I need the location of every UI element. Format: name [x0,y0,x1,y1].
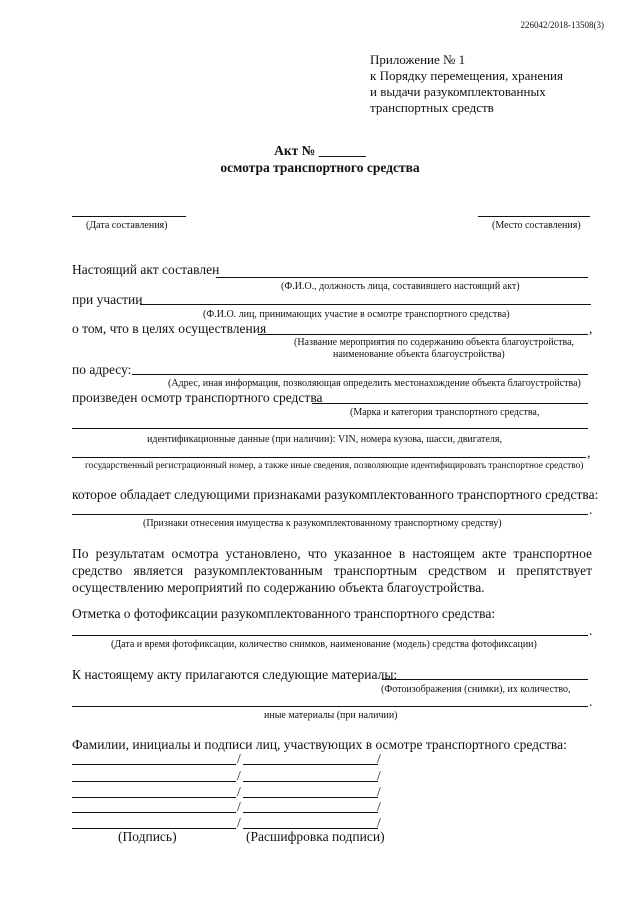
signature-separator: / [237,768,241,783]
address-line [132,374,588,375]
inspection-label: произведен осмотр транспортного средства [72,390,323,405]
signature-separator: / [237,815,241,830]
signature-line [72,781,236,782]
participants-line [140,304,591,305]
vehicle-line-3 [72,457,586,458]
compiled-by-line [216,277,588,278]
participants-caption: (Ф.И.О. лиц, принимающих участие в осмотре транспортного средства) [203,309,510,320]
address-caption: (Адрес, иная информация, позволяющая определить местонахождение объекта благоустройства) [168,378,581,389]
document-page: 226042/2018-13508(3) Приложение № 1 к Порядку перемещения, хранения и выдачи разукомплектованных транспортных средств Акт № _______ осмотра транспортного средства (Дата составления) (Место составления) Настоящий акт составлен (Ф.И.О., должность лица, составившего настоящий акт) при участии (Ф.И.О. лиц, принимающих участие в осмотре транспортного средства) о том, что в целях осуществления , (Название мероприятия по содержанию объекта благоустройства, наименование объекта благоустройства) по адресу: (Адрес, иная информация, позволяющая определить местонахождение объекта благоустройства) произведен осмотр транспортного средства (Марка и категория транспортного средства, идентификационные данные (при наличии): VIN, номера кузова, шасси, двигателя, , государственный регистрационный номер, а также иные сведения, позволяющие идентифицировать транспортное средство) которое обладает следующими признаками разукомплектованного транспортного средства: . (Признаки отнесения имущества к разукомплектованному транспортному средству) По результатам осмотра установлено, что указанное в настоящем акте транспортное средство является разукомплектованным транспортным средством и препятствует осуществлению мероприятий по содержанию объекта благоустройства. Отметка о фотофиксации разукомплектованного транспортного средства: . (Дата и время фотофиксации, количество снимков, наименование (модель) средства фотофиксации) К настоящему акту прилагаются следующие материалы: (Фотоизображения (снимки), их количество, . иные материалы (при наличии) Фамилии, инициалы и подписи лиц, участвующих в осмотре транспортного средства: / / / / / / / / / / (Подпись) (Расшифровка подписи) [0,0,640,905]
signature-line [72,812,236,813]
place-caption: (Место составления) [492,220,581,231]
compiled-by-label: Настоящий акт составлен [72,262,220,277]
signatures-label: Фамилии, инициалы и подписи лиц, участвующих в осмотре транспортного средства: [72,737,567,752]
act-title: Акт № _______ [274,143,366,158]
purpose-caption-1: (Название мероприятия по содержанию объекта благоустройства, [294,337,575,348]
place-line [478,216,590,217]
signs-caption: (Признаки отнесения имущества к разукомплектованному транспортному средству) [143,518,502,529]
materials-line-1 [382,679,588,680]
photo-line [72,635,588,636]
purpose-caption-2: наименование объекта благоустройства) [333,349,505,360]
inspection-line [312,403,588,404]
photo-label: Отметка о фотофиксации разукомплектованного транспортного средства: [72,606,496,621]
materials-caption-2: иные материалы (при наличии) [264,710,398,721]
purpose-label: о том, что в целях осуществления [72,321,267,336]
appendix-line-2: к Порядку перемещения, хранения [370,68,563,83]
transcript-line [243,812,378,813]
transcript-line [243,797,378,798]
materials-line-2 [72,706,588,707]
compiled-by-caption: (Ф.И.О., должность лица, составившего настоящий акт) [281,281,520,292]
transcript-line [243,781,378,782]
participants-label: при участии [72,292,143,307]
photo-caption: (Дата и время фотофиксации, количество снимков, наименование (модель) средства фотофиксации) [111,639,537,650]
signature-line [72,797,236,798]
materials-label: К настоящему акту прилагаются следующие материалы: [72,667,398,682]
address-label: по адресу: [72,362,132,377]
signs-label: которое обладает следующими признаками разукомплектованного транспортного средства: [72,487,599,502]
transcript-line [243,764,378,765]
appendix-line-1: Приложение № 1 [370,52,466,67]
appendix-line-4: транспортных средств [370,100,494,115]
vehicle-caption-3: государственный регистрационный номер, а также иные сведения, позволяющие идентифицировать транспортное средство) [85,461,584,471]
act-subtitle: осмотра транспортного средства [220,160,420,175]
vehicle-caption-2: идентификационные данные (при наличии): VIN, номера кузова, шасси, двигателя, [147,434,502,445]
signature-caption: (Подпись) [118,829,177,844]
date-caption: (Дата составления) [86,220,168,231]
appendix-line-3: и выдачи разукомплектованных [370,84,546,99]
signs-line [72,514,588,515]
signature-separator: / [237,751,241,766]
vehicle-caption-1: (Марка и категория транспортного средства, [350,407,540,418]
signature-separator: / [237,799,241,814]
signature-separator: / [237,784,241,799]
purpose-line [258,334,588,335]
result-paragraph: По результатам осмотра установлено, что указанное в настоящем акте транспортное средство является разукомплектованным транспортным средством и препятствует осуществлению мероприятий по содержанию объекта благоустройства. [72,546,592,595]
date-line [72,216,186,217]
document-id: 226042/2018-13508(3) [520,20,604,30]
vehicle-line-2 [72,428,588,429]
signature-line [72,764,236,765]
materials-caption-1: (Фотоизображения (снимки), их количество, [381,684,571,695]
transcript-caption: (Расшифровка подписи) [246,829,385,844]
